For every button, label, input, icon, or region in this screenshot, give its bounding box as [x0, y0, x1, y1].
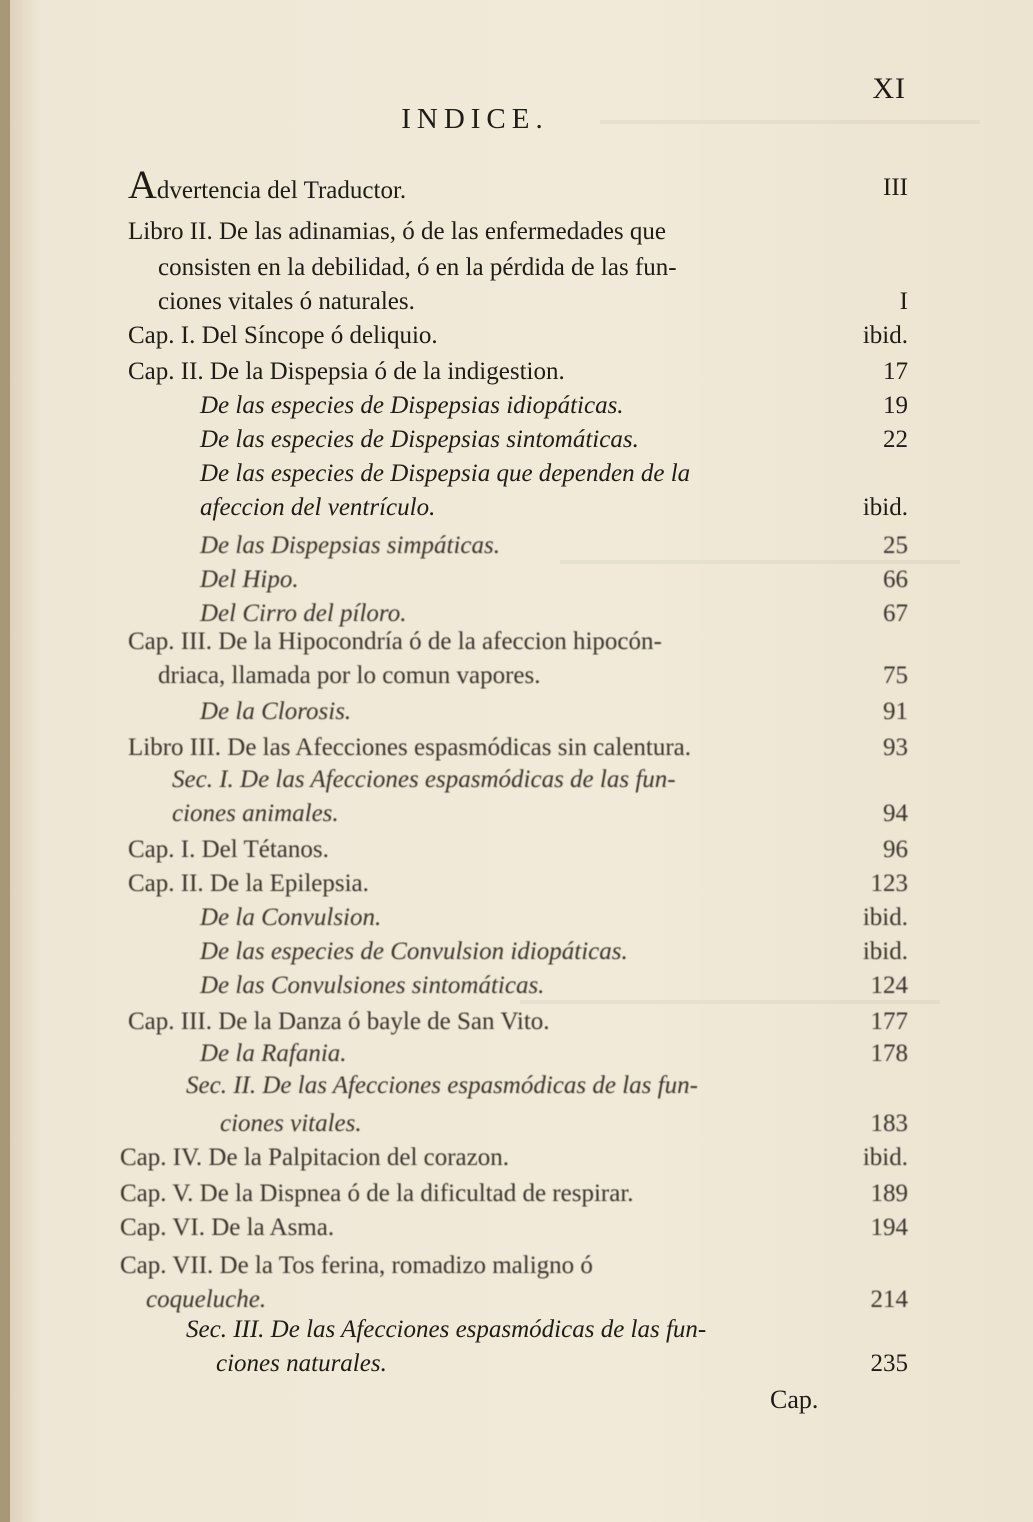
index-entry-text: Cap. III. De la Hipocondría ó de la afeccion hipocón- — [128, 628, 662, 655]
index-entry-text: De las especies de Convulsion idiopáticas. — [200, 938, 628, 965]
index-entry-text: Cap. I. Del Síncope ó deliquio. — [128, 322, 438, 349]
page-number: XI — [872, 72, 906, 105]
index-entry-text: driaca, llamada por lo comun vapores. — [158, 662, 541, 689]
index-entry-text: Cap. IV. De la Palpitacion del corazon. — [120, 1144, 510, 1171]
index-entry-page: 235 — [870, 1350, 908, 1377]
index-entry-page: 214 — [870, 1286, 908, 1313]
index-entry-page: ibid. — [862, 1144, 908, 1171]
index-entry-page: 96 — [883, 836, 908, 863]
index-entry-text: De las especies de Dispepsias sintomáticas. — [200, 426, 639, 453]
bleed-through-mark — [600, 120, 980, 124]
index-entry-rest: dvertencia del Traductor. — [156, 177, 407, 204]
index-entry-page: 94 — [883, 800, 908, 827]
index-entry-page: 194 — [870, 1214, 908, 1241]
index-entry-page: 93 — [883, 734, 908, 761]
index-entry-text: Libro III. De las Afecciones espasmódicas sin calentura. — [128, 734, 691, 761]
index-entry-text — [128, 162, 407, 209]
index-entry-text: afeccion del ventrículo. — [200, 494, 436, 521]
index-entry-text: De las Dispepsias simpáticas. — [200, 532, 500, 559]
index-entry-text: coqueluche. — [146, 1286, 267, 1313]
index-entry-page: 17 — [883, 358, 908, 385]
index-entry-text: ciones naturales. — [216, 1350, 387, 1377]
index-entry-page: 124 — [870, 972, 908, 999]
index-entry — [0, 162, 1033, 214]
index-entry-page: 183 — [870, 1110, 908, 1137]
index-entry-text: De la Convulsion. — [200, 904, 382, 931]
index-entry-text: Cap. VII. De la Tos ferina, romadizo maligno ó — [120, 1252, 593, 1279]
drop-initial: A — [128, 162, 157, 207]
index-entry-text: Sec. III. De las Afecciones espasmódicas de las fun- — [186, 1316, 707, 1343]
index-entry-page: 25 — [883, 532, 908, 559]
index-entry-text: Cap. V. De la Dispnea ó de la dificultad de respirar. — [120, 1180, 634, 1207]
index-entry-page: 91 — [883, 698, 908, 725]
index-entry-text: Cap. I. Del Tétanos. — [128, 836, 329, 863]
index-entry-text: De la Clorosis. — [200, 698, 352, 725]
index-entry-text: Libro II. De las adinamias, ó de las enfermedades que — [128, 218, 666, 245]
index-entry-text: De la Rafania. — [200, 1040, 347, 1067]
index-entry-page: 123 — [870, 870, 908, 897]
index-entry-text: Cap. VI. De la Asma. — [120, 1214, 335, 1241]
index-entry — [0, 1346, 1033, 1390]
index-entry-text: ciones vitales. — [220, 1110, 362, 1137]
index-entry-text: De las Convulsiones sintomáticas. — [200, 972, 545, 999]
index-entry-page: ibid. — [862, 904, 908, 931]
index-entry-text: Cap. II. De la Epilepsia. — [128, 870, 369, 897]
index-entry-text: De las especies de Dispepsia que dependen de la — [200, 460, 691, 487]
index-entry-page: 177 — [870, 1008, 908, 1035]
index-entry-text: ciones vitales ó naturales. — [158, 288, 415, 315]
index-entry-page: III — [883, 174, 908, 201]
index-entry-page: 22 — [883, 426, 908, 453]
index-entry-text: ciones animales. — [172, 800, 339, 827]
index-entry-page: ibid. — [862, 494, 908, 521]
index-entry-text: De las especies de Dispepsias idiopáticas. — [200, 392, 624, 419]
index-entry-page: 19 — [883, 392, 908, 419]
index-entry-text: Cap. II. De la Dispepsia ó de la indigestion. — [128, 358, 565, 385]
index-entry-page: 178 — [870, 1040, 908, 1067]
index-entry-text: Del Hipo. — [200, 566, 299, 593]
index-entry-page: 67 — [883, 600, 908, 627]
index-entry-text: Cap. III. De la Danza ó bayle de San Vito. — [128, 1008, 550, 1035]
index-entry-page: ibid. — [862, 322, 908, 349]
catchword: Cap. — [770, 1385, 819, 1414]
index-entry-page: I — [899, 288, 908, 315]
index-entry-page: 189 — [870, 1180, 908, 1207]
index-entry-page: ibid. — [862, 938, 908, 965]
index-entry-text: consisten en la debilidad, ó en la pérdida de las fun- — [158, 254, 677, 281]
index-entry-text: Del Cirro del píloro. — [200, 600, 407, 627]
index-heading: INDICE. — [401, 103, 549, 135]
index-entry-page: 66 — [883, 566, 908, 593]
index-entry-text: Sec. II. De las Afecciones espasmódicas de las fun- — [186, 1072, 698, 1099]
index-entry-page: 75 — [883, 662, 908, 689]
index-entry-text: Sec. I. De las Afecciones espasmódicas de las fun- — [172, 766, 676, 793]
